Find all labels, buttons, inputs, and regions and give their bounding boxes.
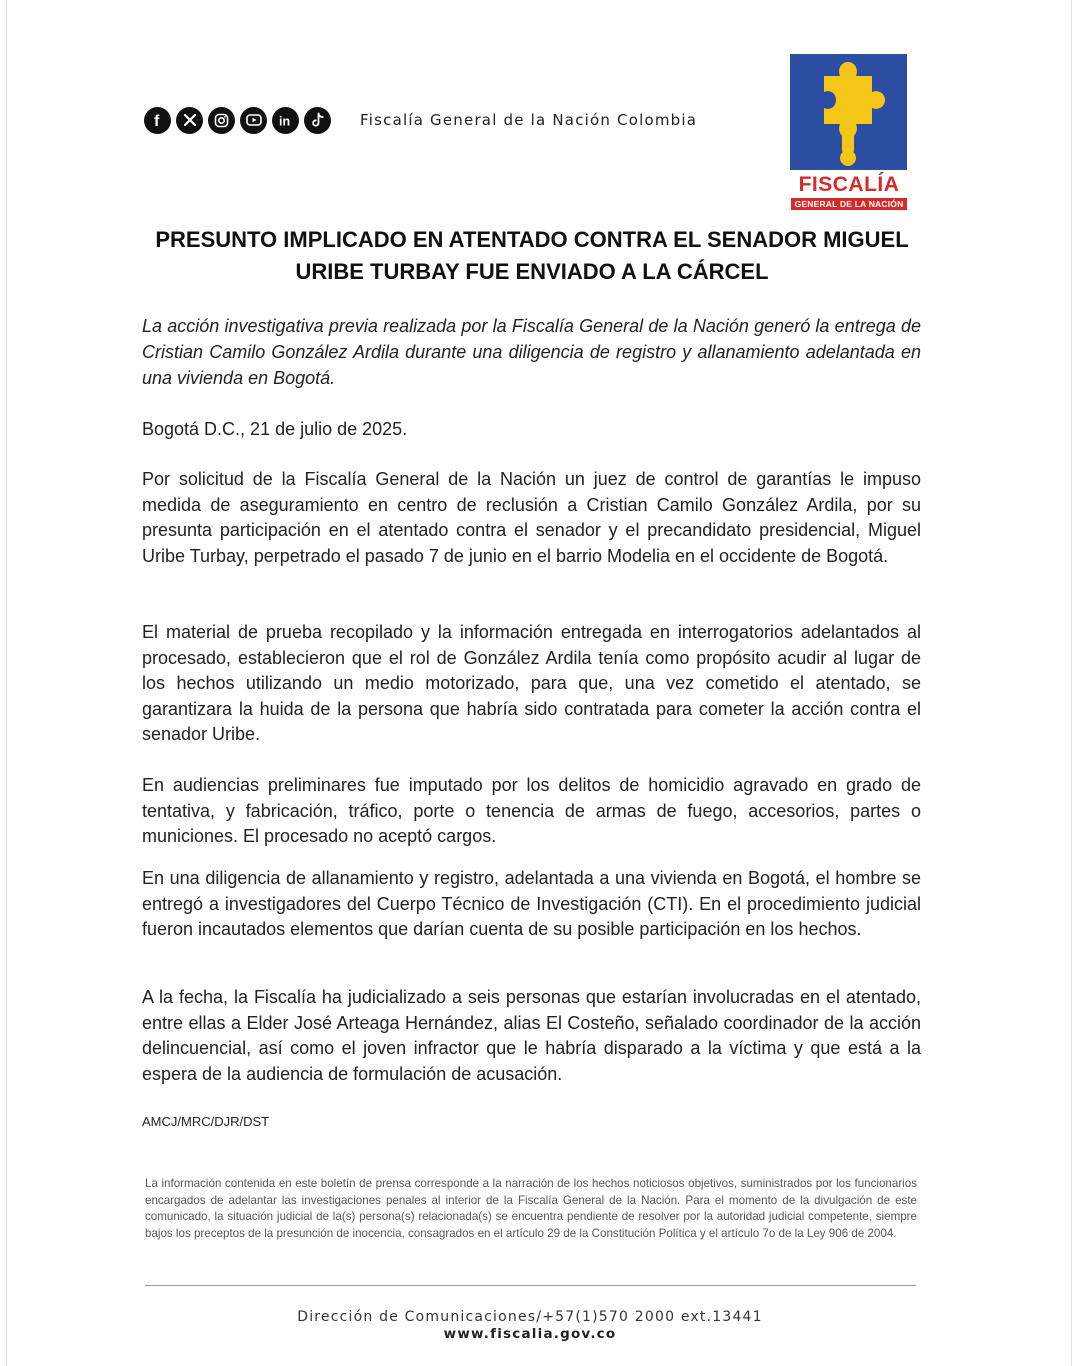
footer-contact: Dirección de Comunicaciones/+57(1)570 2000 ext.13441 [297,1309,763,1325]
social-media-bar [144,106,697,134]
body-paragraph: En audiencias preliminares fue imputado por los delitos de homicidio agravado en grado de tentativa, y fabricación, tráfico, porte o tenencia de armas de fuego, accesorios, partes o municiones. El procesado no aceptó cargos. [142,775,921,846]
author-initials: AMCJ/MRC/DJR/DST [142,1114,270,1129]
body-paragraph: A la fecha, la Fiscalía ha judicializado a seis personas que estarían involucradas en el atentado, entre ellas a Elder José Arteaga Hernández, alias El Costeño, señalado coordinador de la acción delincuencial, así como el joven infractor que le habría disparado a la víctima y que está a la espera de la audiencia de formulación de acusación. [142,987,921,1084]
footer-divider [145,1285,916,1286]
headline [142,224,922,288]
x-icon[interactable] [176,107,203,134]
linkedin-icon[interactable] [272,107,299,134]
logo-subtitle: GENERAL DE LA NACIÓN [791,198,907,210]
tiktok-icon[interactable] [304,107,331,134]
body-paragraph: El material de prueba recopilado y la información entregada en interrogatorios adelantados al procesado, establecieron que el rol de González Ardila tenía como propósito acudir al lugar de los hechos utilizando un medio motorizado, para que, una vez cometido el atentado, se garantizara la huida de la persona que habría sido contratada para cometer la acción contra el senador Uribe. [142,622,921,744]
instagram-icon[interactable] [208,107,235,134]
dateline: Bogotá D.C., 21 de julio de 2025. [142,419,408,439]
footer-website-link[interactable]: www.fiscalia.gov.co [443,1326,617,1342]
headline-line-1: PRESUNTO IMPLICADO EN ATENTADO CONTRA EL SENADOR MIGUEL [155,227,909,252]
fiscalia-logo [790,54,908,210]
svg-text:in: in [279,114,291,128]
lead-summary: La acción investigativa previa realizada por la Fiscalía General de la Nación generó la entrega de Cristian Camilo González Ardila durante una diligencia de registro y allanamiento adelantada en una vivienda en Bogotá. [142,316,921,388]
svg-text:f: f [153,113,159,128]
puzzle-logo-icon [790,54,907,170]
legal-disclaimer: La información contenida en este boletín de prensa corresponde a la narración de los hechos noticiosos objetivos, suministrados por los funcionarios encargados de adelantar las investigaciones penales al interior de la Fiscalía General de la Nación. Para el momento de la divulgación de este comunicado, la situación judicial de la(s) persona(s) relacionada(s) se encuentra pendiente de resolver por la autoridad judicial competente, siempre bajos los preceptos de la presunción de inocencia, consagrados en el artículo 29 de la Constitución Política y el artículo 7o de la Ley 906 de 2004. [145,1177,917,1240]
youtube-icon[interactable] [240,107,267,134]
body-paragraph: Por solicitud de la Fiscalía General de la Nación un juez de control de garantías le impuso medida de aseguramiento en centro de reclusión a Cristian Camilo González Ardila, por su presunta participación en el atentado contra el senador y el precandidato presidencial, Miguel Uribe Turbay, perpetrado el pasado 7 de junio en el barrio Modelia en el occidente de Bogotá. [142,469,921,566]
body-paragraph: En una diligencia de allanamiento y registro, adelantada a una vivienda en Bogotá, el hombre se entregó a investigadores del Cuerpo Técnico de Investigación (CTI). En el procedimiento judicial fueron incautados elementos que darían cuenta de su posible participación en los hechos. [142,868,921,939]
organization-name: Fiscalía General de la Nación Colombia [360,111,698,129]
headline-line-2: URIBE TURBAY FUE ENVIADO A LA CÁRCEL [295,259,769,284]
facebook-icon[interactable] [144,107,171,134]
logo-wordmark: FISCALÍA [798,173,900,196]
